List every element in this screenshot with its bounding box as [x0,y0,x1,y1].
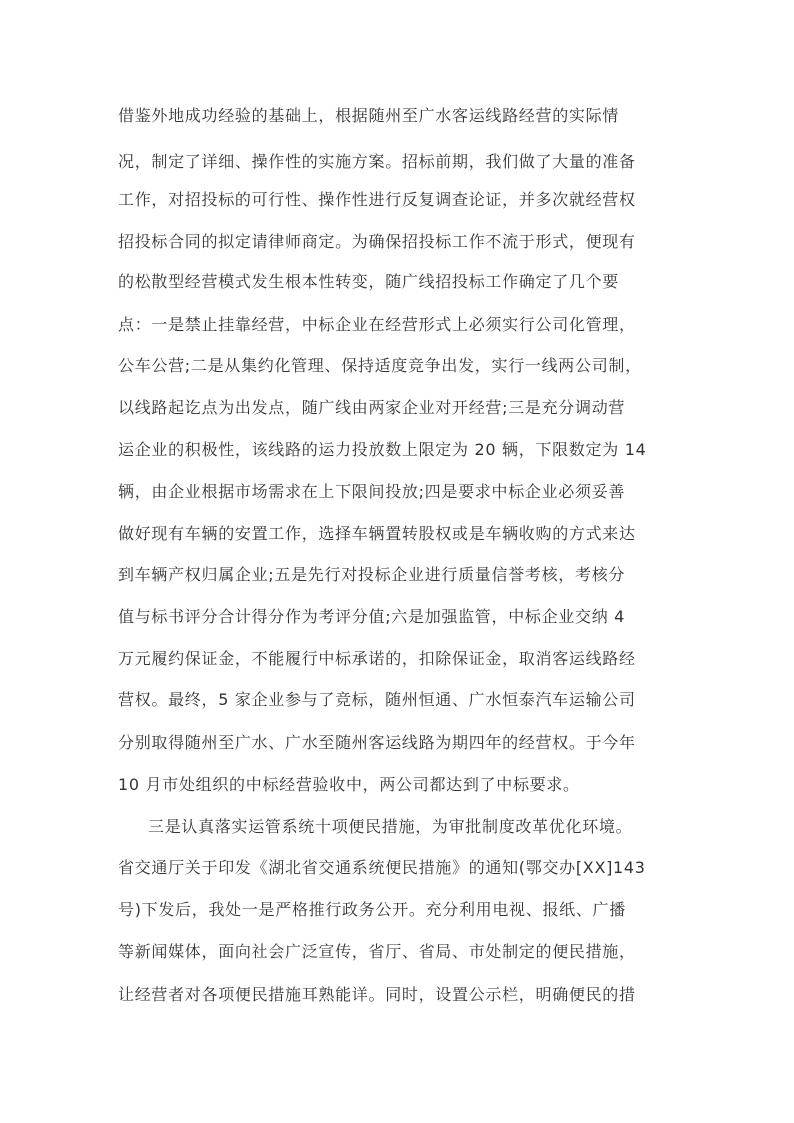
text-line: 辆，由企业根据市场需求在上下限间投放;四是要求中标企业必须妥善 [118,482,626,501]
text-line: 到车辆产权归属企业;五是先行对投标企业进行质量信誉考核，考核分 [118,565,626,584]
text-line: 省交通厅关于印发《湖北省交通系统便民措施》的通知(鄂交办[XX]143 [118,858,646,877]
text-line: 公车公营;二是从集约化管理、保持适度竞争出发，实行一线两公司制， [118,356,642,375]
text-line: 况，制定了详细、操作性的实施方案。招标前期，我们做了大量的准备 [118,152,636,171]
text-line: 点：一是禁止挂靠经营，中标企业在经营形式上必须实行公司化管理， [118,315,636,334]
text-line: 让经营者对各项便民措施耳熟能详。同时，设置公示栏，明确便民的措 [118,985,636,1004]
text-line: 万元履约保证金，不能履行中标承诺的，扣除保证金，取消客运线路经 [118,649,636,668]
text-line: 借鉴外地成功经验的基础上，根据随州至广水客运线路经营的实际情 [118,106,620,125]
text-line: 招投标合同的拟定请律师商定。为确保招投标工作不流于形式，便现有 [118,232,636,251]
text-line: 以线路起讫点为出发点，随广线由两家企业对开经营;三是充分调动营 [118,398,626,417]
text-line: 等新闻媒体，面向社会广泛宣传，省厅、省局、市处制定的便民措施， [118,942,636,961]
text-line: 值与标书评分合计得分作为考评分值;六是加强监管，中标企业交纳 4 [118,607,626,626]
text-line: 工作，对招投标的可行性、操作性进行反复调查论证，并多次就经营权 [118,190,636,209]
paragraph-first-line: 三是认真落实运管系统十项便民措施，为审批制度改革优化环境。 [148,817,633,836]
text-line: 号)下发后，我处一是严格推行政务公开。充分利用电视、报纸、广播 [118,900,626,919]
text-line: 分别取得随州至广水、广水至随州客运线路为期四年的经营权。于今年 [118,733,636,752]
text-line: 运企业的积极性，该线路的运力投放数上限定为 20 辆，下限数定为 14 [118,440,647,459]
text-line: 营权。最终，5 家企业参与了竞标，随州恒通、广水恒泰汽车运输公司 [118,690,636,709]
text-line: 10 月市处组织的中标经营验收中，两公司都达到了中标要求。 [118,775,580,794]
text-line: 做好现有车辆的安置工作，选择车辆置转股权或是车辆收购的方式来达 [118,524,636,543]
text-line: 的松散型经营模式发生根本性转变，随广线招投标工作确定了几个要 [118,272,620,291]
